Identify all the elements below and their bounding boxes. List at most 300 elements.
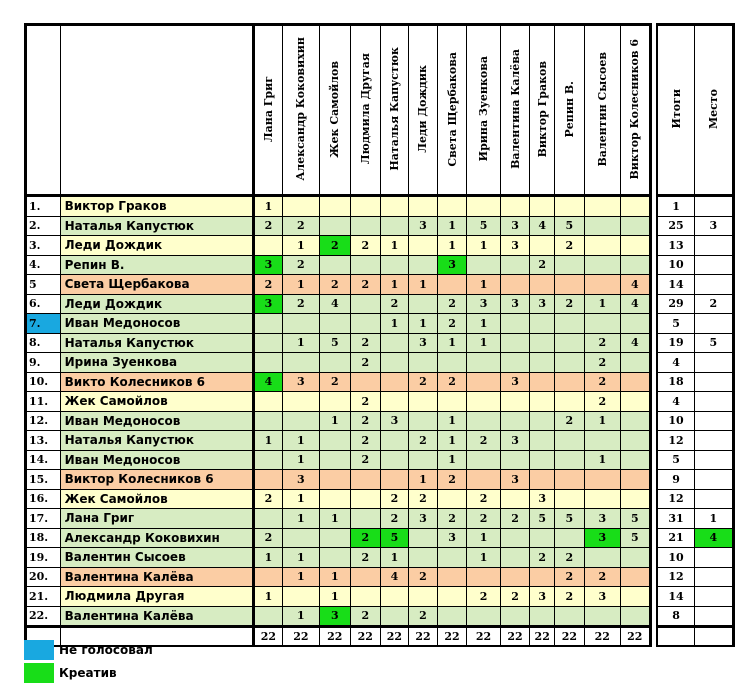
vote-cell <box>620 587 650 607</box>
vote-cell: 2 <box>253 528 283 548</box>
table-row <box>26 450 734 470</box>
vote-cell <box>380 450 409 470</box>
vote-cell: 5 <box>555 216 585 236</box>
vote-cell: 2 <box>351 528 381 548</box>
vote-cell: 3 <box>584 509 620 529</box>
row-name: Наталья Капустюк <box>60 333 253 353</box>
row-name: Александр Коковихин <box>60 528 253 548</box>
vote-cell: 1 <box>319 587 351 607</box>
vote-cell <box>380 470 409 490</box>
row-place: 5 <box>694 333 733 353</box>
header-col-9 <box>530 25 555 196</box>
vote-cell: 4 <box>620 275 650 295</box>
row-total: 12 <box>657 489 694 509</box>
vote-cell <box>319 470 351 490</box>
vote-cell: 2 <box>319 275 351 295</box>
vote-cell <box>253 353 283 373</box>
column-total: 22 <box>319 627 351 647</box>
row-total: 25 <box>657 216 694 236</box>
vote-cell: 1 <box>409 275 438 295</box>
row-total: 10 <box>657 255 694 275</box>
vote-cell: 2 <box>555 567 585 587</box>
vote-cell <box>620 411 650 431</box>
vote-cell: 1 <box>253 431 283 451</box>
vote-cell <box>409 392 438 412</box>
row-total: 19 <box>657 333 694 353</box>
vote-cell: 2 <box>409 489 438 509</box>
row-number: 6. <box>26 294 61 314</box>
vote-cell: 3 <box>253 255 283 275</box>
row-number: 2. <box>26 216 61 236</box>
vote-cell: 3 <box>380 411 409 431</box>
vote-cell <box>319 216 351 236</box>
totals-empty-place <box>694 627 733 647</box>
vote-cell <box>555 255 585 275</box>
vote-cell <box>620 196 650 217</box>
vote-cell <box>467 372 500 392</box>
header-col-12 <box>620 25 650 196</box>
vote-cell: 2 <box>351 392 381 412</box>
row-name: Валентина Калёва <box>60 606 253 627</box>
vote-cell: 1 <box>283 333 319 353</box>
vote-cell: 2 <box>409 372 438 392</box>
vote-cell <box>584 314 620 334</box>
vote-cell <box>351 509 381 529</box>
vote-cell <box>351 470 381 490</box>
vote-cell: 1 <box>437 450 467 470</box>
table-row <box>26 275 734 295</box>
separator <box>650 606 657 627</box>
header-col-4-label: Наталья Капустюк <box>387 47 401 171</box>
vote-cell <box>500 411 530 431</box>
vote-cell <box>584 548 620 568</box>
row-number: 7. <box>26 314 61 334</box>
vote-cell <box>584 606 620 627</box>
vote-cell: 2 <box>253 275 283 295</box>
table-row <box>26 587 734 607</box>
vote-cell: 1 <box>283 567 319 587</box>
vote-cell <box>380 392 409 412</box>
vote-cell <box>380 255 409 275</box>
vote-cell <box>530 353 555 373</box>
row-name: Жек Самойлов <box>60 489 253 509</box>
vote-cell: 3 <box>584 528 620 548</box>
vote-cell: 2 <box>467 489 500 509</box>
vote-cell: 5 <box>555 509 585 529</box>
vote-cell <box>620 216 650 236</box>
vote-cell <box>555 606 585 627</box>
vote-cell <box>409 587 438 607</box>
vote-cell <box>409 294 438 314</box>
header-num <box>26 25 61 196</box>
vote-cell: 2 <box>555 411 585 431</box>
vote-cell <box>437 567 467 587</box>
header-col-7-label: Ирина Зуенкова <box>477 56 491 162</box>
header-col-8-label: Валентина Калёва <box>508 49 522 169</box>
vote-cell <box>555 275 585 295</box>
header-col-3-label: Людмила Другая <box>358 53 372 165</box>
row-name: Иван Медоносов <box>60 411 253 431</box>
vote-cell <box>319 489 351 509</box>
vote-cell <box>555 196 585 217</box>
vote-cell: 3 <box>409 509 438 529</box>
vote-cell: 4 <box>319 294 351 314</box>
vote-cell <box>319 548 351 568</box>
separator <box>650 392 657 412</box>
header-col-11 <box>584 25 620 196</box>
vote-cell <box>530 528 555 548</box>
vote-cell <box>467 470 500 490</box>
vote-cell <box>500 567 530 587</box>
vote-cell <box>584 216 620 236</box>
vote-cell <box>467 196 500 217</box>
vote-cell <box>467 353 500 373</box>
vote-cell <box>467 606 500 627</box>
row-name: Ирина Зуенкова <box>60 353 253 373</box>
row-total: 1 <box>657 196 694 217</box>
vote-cell: 4 <box>620 294 650 314</box>
vote-cell: 2 <box>283 216 319 236</box>
separator <box>650 627 657 647</box>
separator <box>650 353 657 373</box>
row-total: 29 <box>657 294 694 314</box>
vote-cell: 2 <box>380 294 409 314</box>
vote-cell: 2 <box>409 606 438 627</box>
header-col-1 <box>283 25 319 196</box>
vote-cell: 2 <box>351 236 381 256</box>
legend-label-creative: Креатив <box>59 666 117 680</box>
vote-cell: 2 <box>500 587 530 607</box>
row-place <box>694 431 733 451</box>
separator <box>650 255 657 275</box>
vote-cell: 2 <box>351 275 381 295</box>
vote-cell <box>530 567 555 587</box>
vote-cell: 2 <box>351 353 381 373</box>
vote-cell <box>620 392 650 412</box>
vote-cell <box>555 372 585 392</box>
vote-cell: 2 <box>555 294 585 314</box>
vote-cell <box>555 353 585 373</box>
vote-cell: 1 <box>283 489 319 509</box>
vote-cell: 2 <box>555 587 585 607</box>
vote-cell <box>319 528 351 548</box>
row-number: 4. <box>26 255 61 275</box>
vote-cell <box>620 450 650 470</box>
header-totals-label: Итоги <box>669 89 683 129</box>
column-total: 22 <box>253 627 283 647</box>
separator <box>650 275 657 295</box>
vote-cell: 2 <box>437 509 467 529</box>
column-total: 22 <box>283 627 319 647</box>
vote-cell <box>620 353 650 373</box>
row-number: 11. <box>26 392 61 412</box>
vote-cell: 2 <box>283 294 319 314</box>
vote-cell <box>319 255 351 275</box>
vote-cell: 1 <box>467 333 500 353</box>
row-number: 5 <box>26 275 61 295</box>
vote-cell: 1 <box>283 275 319 295</box>
vote-cell <box>500 450 530 470</box>
table-row <box>26 294 734 314</box>
vote-cell <box>283 196 319 217</box>
vote-cell <box>437 606 467 627</box>
vote-cell <box>253 236 283 256</box>
vote-cell: 4 <box>530 216 555 236</box>
vote-cell: 2 <box>253 216 283 236</box>
separator <box>650 587 657 607</box>
vote-cell: 1 <box>283 509 319 529</box>
row-place: 3 <box>694 216 733 236</box>
vote-cell <box>283 528 319 548</box>
vote-cell: 1 <box>467 275 500 295</box>
legend-item-creative <box>24 663 224 683</box>
row-number: 17. <box>26 509 61 529</box>
vote-cell <box>319 196 351 217</box>
row-name: Виктор Колесников 6 <box>60 470 253 490</box>
vote-cell <box>555 450 585 470</box>
row-total: 21 <box>657 528 694 548</box>
row-place <box>694 275 733 295</box>
row-place <box>694 567 733 587</box>
vote-cell <box>500 528 530 548</box>
legend-item-not-voted <box>24 640 224 660</box>
table-row <box>26 353 734 373</box>
vote-cell: 2 <box>584 567 620 587</box>
vote-cell: 2 <box>319 372 351 392</box>
vote-cell: 3 <box>584 587 620 607</box>
vote-cell <box>409 528 438 548</box>
vote-cell <box>437 353 467 373</box>
vote-cell <box>253 606 283 627</box>
column-total: 22 <box>584 627 620 647</box>
row-place: 2 <box>694 294 733 314</box>
row-number: 16. <box>26 489 61 509</box>
vote-cell: 2 <box>584 333 620 353</box>
separator <box>650 431 657 451</box>
vote-cell: 2 <box>437 294 467 314</box>
row-total: 10 <box>657 548 694 568</box>
vote-cell: 1 <box>437 411 467 431</box>
vote-cell: 2 <box>530 255 555 275</box>
header-col-10-label: Репин В. <box>562 80 576 138</box>
vote-cell: 4 <box>620 333 650 353</box>
row-name: Леди Дождик <box>60 236 253 256</box>
vote-cell <box>584 255 620 275</box>
vote-cell: 1 <box>253 587 283 607</box>
vote-cell: 3 <box>500 372 530 392</box>
vote-cell <box>380 196 409 217</box>
vote-cell <box>283 314 319 334</box>
vote-cell: 3 <box>530 489 555 509</box>
vote-cell <box>500 275 530 295</box>
vote-cell: 1 <box>584 411 620 431</box>
vote-cell: 2 <box>500 509 530 529</box>
vote-cell: 1 <box>467 314 500 334</box>
vote-cell <box>530 275 555 295</box>
vote-cell: 3 <box>500 470 530 490</box>
vote-cell: 3 <box>530 294 555 314</box>
vote-cell <box>380 372 409 392</box>
row-number: 21. <box>26 587 61 607</box>
vote-cell <box>283 392 319 412</box>
vote-cell: 2 <box>319 236 351 256</box>
vote-cell <box>530 314 555 334</box>
vote-cell: 2 <box>584 372 620 392</box>
vote-cell: 1 <box>409 314 438 334</box>
vote-cell: 2 <box>467 431 500 451</box>
vote-cell: 3 <box>500 236 530 256</box>
vote-cell: 3 <box>409 216 438 236</box>
vote-cell <box>530 236 555 256</box>
vote-cell <box>500 255 530 275</box>
vote-cell: 1 <box>380 548 409 568</box>
row-name: Жек Самойлов <box>60 392 253 412</box>
vote-cell <box>530 372 555 392</box>
row-number: 15. <box>26 470 61 490</box>
vote-cell: 1 <box>437 431 467 451</box>
voting-table <box>24 23 735 647</box>
row-total: 8 <box>657 606 694 627</box>
separator <box>650 411 657 431</box>
vote-cell <box>319 431 351 451</box>
vote-cell: 2 <box>283 255 319 275</box>
vote-cell <box>351 489 381 509</box>
vote-cell: 2 <box>584 392 620 412</box>
vote-cell: 5 <box>467 216 500 236</box>
row-name: Иван Медоносов <box>60 314 253 334</box>
vote-cell: 3 <box>500 431 530 451</box>
vote-cell: 1 <box>467 548 500 568</box>
vote-cell: 2 <box>437 372 467 392</box>
row-number: 12. <box>26 411 61 431</box>
vote-cell: 1 <box>380 236 409 256</box>
vote-cell: 5 <box>319 333 351 353</box>
row-total: 5 <box>657 314 694 334</box>
vote-cell: 1 <box>253 196 283 217</box>
row-number: 22. <box>26 606 61 627</box>
header-col-6-label: Света Щербакова <box>445 51 459 167</box>
vote-cell <box>467 567 500 587</box>
vote-cell: 1 <box>467 528 500 548</box>
legend-swatch-green <box>24 663 54 683</box>
vote-cell: 1 <box>253 548 283 568</box>
vote-cell <box>409 548 438 568</box>
vote-cell <box>584 489 620 509</box>
vote-cell: 2 <box>437 470 467 490</box>
table-body <box>26 196 734 647</box>
column-total: 22 <box>409 627 438 647</box>
vote-cell <box>437 548 467 568</box>
vote-cell <box>253 450 283 470</box>
header-name <box>60 25 253 196</box>
separator <box>650 470 657 490</box>
separator <box>650 236 657 256</box>
table-row <box>26 489 734 509</box>
row-number: 3. <box>26 236 61 256</box>
vote-cell <box>253 392 283 412</box>
vote-cell: 1 <box>380 275 409 295</box>
vote-cell <box>584 236 620 256</box>
row-place <box>694 196 733 217</box>
row-place <box>694 489 733 509</box>
vote-cell <box>500 353 530 373</box>
vote-cell: 1 <box>380 314 409 334</box>
vote-cell <box>584 275 620 295</box>
header-totals <box>657 25 694 196</box>
row-name: Людмила Другая <box>60 587 253 607</box>
vote-cell <box>283 587 319 607</box>
header-place <box>694 25 733 196</box>
vote-cell: 5 <box>620 509 650 529</box>
vote-cell <box>555 470 585 490</box>
vote-cell <box>620 470 650 490</box>
separator <box>650 567 657 587</box>
vote-cell <box>319 392 351 412</box>
table-row <box>26 236 734 256</box>
vote-cell <box>437 196 467 217</box>
header-col-9-label: Виктор Граков <box>535 60 549 158</box>
row-place <box>694 392 733 412</box>
row-number: 1. <box>26 196 61 217</box>
vote-cell <box>620 567 650 587</box>
vote-cell: 1 <box>283 450 319 470</box>
vote-cell <box>500 314 530 334</box>
header-col-3 <box>351 25 381 196</box>
row-total: 13 <box>657 236 694 256</box>
table-row <box>26 372 734 392</box>
vote-cell <box>253 333 283 353</box>
separator <box>650 509 657 529</box>
vote-cell: 2 <box>409 431 438 451</box>
vote-cell <box>620 372 650 392</box>
vote-cell: 1 <box>437 216 467 236</box>
totals-empty-total <box>657 627 694 647</box>
row-place <box>694 353 733 373</box>
vote-cell: 3 <box>530 587 555 607</box>
vote-cell <box>530 411 555 431</box>
vote-cell: 5 <box>620 528 650 548</box>
column-total: 22 <box>467 627 500 647</box>
vote-cell: 1 <box>584 450 620 470</box>
vote-cell <box>380 431 409 451</box>
vote-cell: 4 <box>380 567 409 587</box>
vote-cell <box>620 236 650 256</box>
vote-cell <box>555 392 585 412</box>
header-col-11-label: Валентин Сысоев <box>595 51 609 167</box>
vote-cell <box>500 333 530 353</box>
vote-cell: 4 <box>253 372 283 392</box>
row-total: 4 <box>657 353 694 373</box>
separator <box>650 196 657 217</box>
header-col-8 <box>500 25 530 196</box>
vote-cell: 2 <box>467 587 500 607</box>
vote-cell <box>319 353 351 373</box>
vote-cell <box>500 606 530 627</box>
vote-cell <box>467 411 500 431</box>
vote-cell <box>500 548 530 568</box>
separator <box>650 333 657 353</box>
vote-cell <box>253 509 283 529</box>
vote-cell <box>530 470 555 490</box>
vote-cell: 1 <box>437 333 467 353</box>
vote-cell <box>530 606 555 627</box>
row-name: Лана Григ <box>60 509 253 529</box>
header-col-6 <box>437 25 467 196</box>
row-name: Валентин Сысоев <box>60 548 253 568</box>
row-number: 19. <box>26 548 61 568</box>
column-total: 22 <box>620 627 650 647</box>
vote-cell <box>584 431 620 451</box>
